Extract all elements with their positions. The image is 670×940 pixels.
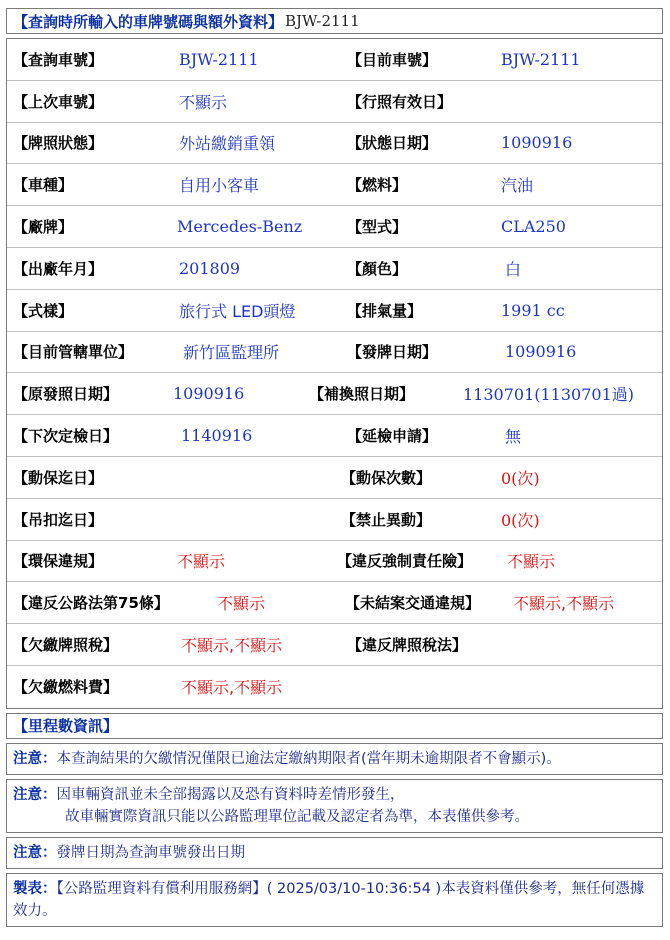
row-label: 【目前管轄單位】 — [13, 343, 134, 362]
footer-prefix: 製表： — [13, 880, 57, 897]
row-label: 【目前車號】 — [347, 50, 438, 69]
notice-text: 本查詢結果的欠繳情況僅限已逾法定繳納期限者(當年期未逾期限者不會顯示)。 — [56, 750, 561, 767]
info-row — [7, 373, 662, 415]
info-row — [7, 290, 662, 332]
row-value: 不顯示 — [507, 552, 556, 572]
report-footer — [6, 873, 663, 927]
notice-text: 發牌日期為查詢車號發出日期 — [56, 844, 245, 861]
info-row — [7, 541, 662, 583]
row-value: 不顯示 — [179, 92, 228, 112]
notice-1 — [6, 743, 663, 775]
row-label: 【動保迄日】 — [13, 468, 104, 487]
row-value: 不顯示,不顯示 — [181, 678, 283, 698]
row-label: 【未結案交通違規】 — [345, 594, 481, 613]
mileage-section — [6, 713, 663, 739]
row-value: 1130701(1130701過) — [463, 385, 635, 405]
notice-text: 因車輛資訊並未全部揭露以及恐有資料時差情形發生， — [56, 786, 405, 803]
row-value: 旅行式 LED頭燈 — [179, 301, 296, 321]
row-label: 【牌照狀態】 — [13, 134, 104, 153]
row-value: 不顯示,不顯示 — [513, 594, 615, 614]
row-value: 1991 cc — [501, 300, 565, 320]
info-table — [6, 38, 663, 709]
row-label: 【吊扣迄日】 — [13, 510, 104, 529]
row-label: 【延檢申請】 — [347, 427, 438, 446]
row-label: 【禁止異動】 — [341, 510, 432, 529]
notice-2 — [6, 779, 663, 833]
info-row — [7, 457, 662, 499]
info-row — [7, 666, 662, 708]
row-label: 【排氣量】 — [347, 301, 423, 320]
notice-text: 故車輛實際資訊只能以公路監理單位記載及認定者為準，本表僅供參考。 — [65, 808, 529, 825]
row-value: Mercedes-Benz — [177, 217, 303, 237]
row-value: 新竹區監理所 — [183, 343, 280, 363]
row-value: 1090916 — [501, 133, 573, 153]
row-label: 【原發照日期】 — [13, 385, 119, 404]
row-value: 不顯示 — [177, 552, 226, 572]
row-value: 1090916 — [505, 342, 577, 362]
row-value: 汽油 — [501, 176, 534, 196]
row-label: 【燃料】 — [347, 176, 408, 195]
row-label: 【廠牌】 — [13, 218, 74, 237]
row-label: 【欠繳牌照稅】 — [13, 636, 119, 655]
row-label: 【出廠年月】 — [13, 259, 104, 278]
row-value: 0(次) — [501, 510, 540, 530]
footer-source: 【公路監理資料有償利用服務網】 — [56, 880, 267, 897]
notice-3 — [6, 837, 663, 869]
header-plate: BJW-2111 — [285, 12, 360, 30]
row-label: 【車種】 — [13, 176, 74, 195]
row-value: 0(次) — [501, 468, 540, 488]
row-value: 外站繳銷重領 — [179, 134, 276, 154]
row-label: 【行照有效日】 — [347, 92, 453, 111]
row-value: BJW-2111 — [501, 49, 581, 69]
row-label: 【違反強制責任險】 — [337, 552, 473, 571]
info-row — [7, 332, 662, 374]
info-row — [7, 415, 662, 457]
info-row — [7, 123, 662, 165]
mileage-title: 【里程數資訊】 — [13, 717, 119, 736]
row-label: 【違反牌照稅法】 — [347, 636, 468, 655]
notice-prefix: 注意： — [13, 844, 57, 861]
row-label: 【型式】 — [347, 218, 408, 237]
row-label: 【動保次數】 — [341, 468, 432, 487]
notice-prefix: 注意： — [13, 786, 57, 803]
info-row — [7, 582, 662, 624]
notice-prefix: 注意： — [13, 750, 57, 767]
row-label: 【欠繳燃料費】 — [13, 678, 119, 697]
row-value: 不顯示,不顯示 — [181, 636, 283, 656]
report-frame — [6, 8, 663, 927]
row-value: BJW-2111 — [179, 49, 259, 69]
info-row — [7, 206, 662, 248]
row-label: 【發牌日期】 — [347, 343, 438, 362]
row-value: 1090916 — [173, 384, 245, 404]
row-label: 【狀態日期】 — [347, 134, 438, 153]
row-label: 【式樣】 — [13, 301, 74, 320]
row-value: CLA250 — [501, 217, 566, 237]
row-value: 無 — [505, 427, 522, 447]
info-row — [7, 499, 662, 541]
row-label: 【上次車號】 — [13, 92, 104, 111]
info-row — [7, 248, 662, 290]
header-title: 【查詢時所輸入的車牌號碼與額外資料】 — [13, 12, 284, 31]
row-value: 自用小客車 — [179, 176, 260, 196]
row-label: 【環保違規】 — [13, 552, 104, 571]
info-row — [7, 39, 662, 81]
footer-text: 本表資料僅供參考，無任何憑據效力。 — [13, 880, 645, 919]
row-value: 1140916 — [181, 426, 253, 446]
row-value: 白 — [505, 259, 522, 279]
row-label: 【下次定檢日】 — [13, 427, 119, 446]
row-label: 【顏色】 — [347, 259, 408, 278]
info-row — [7, 624, 662, 666]
row-label: 【違反公路法第75條】 — [13, 594, 169, 613]
row-value: 不顯示 — [217, 594, 266, 614]
row-label: 【補換照日期】 — [309, 385, 415, 404]
row-value: 201809 — [179, 258, 241, 278]
row-label: 【查詢車號】 — [13, 50, 104, 69]
info-row — [7, 164, 662, 206]
footer-timestamp: ( 2025/03/10-10:36:54 ) — [266, 880, 442, 897]
info-row — [7, 81, 662, 123]
report-header — [6, 8, 663, 34]
